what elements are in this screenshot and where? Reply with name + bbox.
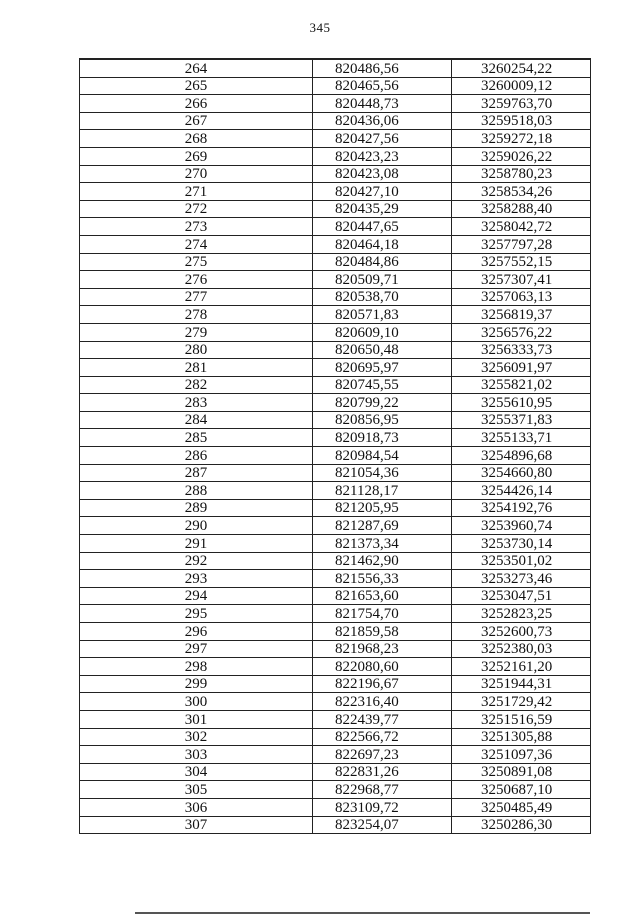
- y-coordinate-cell: 3256091,97: [452, 359, 591, 377]
- y-coordinate-cell: 3257307,41: [452, 271, 591, 289]
- y-coordinate-cell: 3251305,88: [452, 728, 591, 746]
- x-coordinate-cell: 821653,60: [313, 587, 452, 605]
- table-row: [80, 816, 591, 834]
- table-row: [80, 587, 591, 605]
- x-coordinate-cell: 820984,54: [313, 447, 452, 465]
- table-row: [80, 640, 591, 658]
- point-number-cell: 272: [80, 200, 313, 218]
- table-row: [80, 623, 591, 641]
- x-coordinate-cell: 821859,58: [313, 623, 452, 641]
- point-number-cell: 286: [80, 447, 313, 465]
- x-coordinate-cell: 820423,08: [313, 165, 452, 183]
- table-row: [80, 710, 591, 728]
- point-number-cell: 274: [80, 235, 313, 253]
- point-number-cell: 303: [80, 746, 313, 764]
- coordinates-table-body: [80, 59, 591, 834]
- y-coordinate-cell: 3253960,74: [452, 517, 591, 535]
- x-coordinate-cell: 822831,26: [313, 763, 452, 781]
- table-row: [80, 763, 591, 781]
- x-coordinate-cell: 821287,69: [313, 517, 452, 535]
- table-row: [80, 447, 591, 465]
- coordinates-table: [79, 58, 591, 834]
- table-row: [80, 59, 591, 77]
- x-coordinate-cell: 820448,73: [313, 95, 452, 113]
- y-coordinate-cell: 3251729,42: [452, 693, 591, 711]
- x-coordinate-cell: 822196,67: [313, 675, 452, 693]
- y-coordinate-cell: 3251944,31: [452, 675, 591, 693]
- table-row: [80, 359, 591, 377]
- page-number: 345: [309, 20, 331, 35]
- table-row: [80, 429, 591, 447]
- x-coordinate-cell: 821054,36: [313, 464, 452, 482]
- x-coordinate-cell: 820695,97: [313, 359, 452, 377]
- y-coordinate-cell: 3255610,95: [452, 394, 591, 412]
- y-coordinate-cell: 3255821,02: [452, 376, 591, 394]
- coordinates-table-container: [79, 58, 590, 834]
- table-row: [80, 394, 591, 412]
- point-number-cell: 268: [80, 130, 313, 148]
- x-coordinate-cell: 820436,06: [313, 112, 452, 130]
- x-coordinate-cell: 822697,23: [313, 746, 452, 764]
- x-coordinate-cell: 821754,70: [313, 605, 452, 623]
- y-coordinate-cell: 3251516,59: [452, 710, 591, 728]
- y-coordinate-cell: 3252600,73: [452, 623, 591, 641]
- point-number-cell: 281: [80, 359, 313, 377]
- x-coordinate-cell: 820447,65: [313, 218, 452, 236]
- table-row: [80, 517, 591, 535]
- x-coordinate-cell: 820423,23: [313, 147, 452, 165]
- y-coordinate-cell: 3252380,03: [452, 640, 591, 658]
- table-row: [80, 288, 591, 306]
- table-row: [80, 130, 591, 148]
- y-coordinate-cell: 3253273,46: [452, 570, 591, 588]
- table-row: [80, 499, 591, 517]
- point-number-cell: 288: [80, 482, 313, 500]
- table-row: [80, 306, 591, 324]
- point-number-cell: 264: [80, 59, 313, 77]
- table-row: [80, 552, 591, 570]
- point-number-cell: 271: [80, 183, 313, 201]
- y-coordinate-cell: 3252161,20: [452, 658, 591, 676]
- x-coordinate-cell: 822968,77: [313, 781, 452, 799]
- y-coordinate-cell: 3250286,30: [452, 816, 591, 834]
- table-row: [80, 323, 591, 341]
- point-number-cell: 275: [80, 253, 313, 271]
- x-coordinate-cell: 821462,90: [313, 552, 452, 570]
- point-number-cell: 299: [80, 675, 313, 693]
- x-coordinate-cell: 820538,70: [313, 288, 452, 306]
- x-coordinate-cell: 820918,73: [313, 429, 452, 447]
- table-row: [80, 376, 591, 394]
- y-coordinate-cell: 3257552,15: [452, 253, 591, 271]
- y-coordinate-cell: 3258780,23: [452, 165, 591, 183]
- y-coordinate-cell: 3250891,08: [452, 763, 591, 781]
- table-row: [80, 183, 591, 201]
- x-coordinate-cell: 820465,56: [313, 77, 452, 95]
- point-number-cell: 285: [80, 429, 313, 447]
- point-number-cell: 292: [80, 552, 313, 570]
- x-coordinate-cell: 821968,23: [313, 640, 452, 658]
- point-number-cell: 290: [80, 517, 313, 535]
- point-number-cell: 301: [80, 710, 313, 728]
- y-coordinate-cell: 3253730,14: [452, 535, 591, 553]
- x-coordinate-cell: 822080,60: [313, 658, 452, 676]
- x-coordinate-cell: 820799,22: [313, 394, 452, 412]
- x-coordinate-cell: 820856,95: [313, 411, 452, 429]
- table-row: [80, 218, 591, 236]
- y-coordinate-cell: 3255371,83: [452, 411, 591, 429]
- point-number-cell: 273: [80, 218, 313, 236]
- x-coordinate-cell: 820571,83: [313, 306, 452, 324]
- y-coordinate-cell: 3258288,40: [452, 200, 591, 218]
- x-coordinate-cell: 821556,33: [313, 570, 452, 588]
- table-row: [80, 411, 591, 429]
- x-coordinate-cell: 820650,48: [313, 341, 452, 359]
- point-number-cell: 306: [80, 798, 313, 816]
- table-row: [80, 798, 591, 816]
- table-row: [80, 341, 591, 359]
- point-number-cell: 289: [80, 499, 313, 517]
- table-row: [80, 77, 591, 95]
- table-row: [80, 271, 591, 289]
- point-number-cell: 283: [80, 394, 313, 412]
- point-number-cell: 265: [80, 77, 313, 95]
- table-row: [80, 482, 591, 500]
- table-row: [80, 605, 591, 623]
- point-number-cell: 279: [80, 323, 313, 341]
- point-number-cell: 304: [80, 763, 313, 781]
- table-row: [80, 147, 591, 165]
- table-row: [80, 675, 591, 693]
- y-coordinate-cell: 3259518,03: [452, 112, 591, 130]
- y-coordinate-cell: 3256333,73: [452, 341, 591, 359]
- x-coordinate-cell: 821128,17: [313, 482, 452, 500]
- table-row: [80, 200, 591, 218]
- table-row: [80, 165, 591, 183]
- y-coordinate-cell: 3257063,13: [452, 288, 591, 306]
- y-coordinate-cell: 3251097,36: [452, 746, 591, 764]
- table-row: [80, 781, 591, 799]
- y-coordinate-cell: 3250687,10: [452, 781, 591, 799]
- y-coordinate-cell: 3253047,51: [452, 587, 591, 605]
- y-coordinate-cell: 3250485,49: [452, 798, 591, 816]
- point-number-cell: 307: [80, 816, 313, 834]
- y-coordinate-cell: 3254896,68: [452, 447, 591, 465]
- point-number-cell: 297: [80, 640, 313, 658]
- x-coordinate-cell: 823254,07: [313, 816, 452, 834]
- y-coordinate-cell: 3258042,72: [452, 218, 591, 236]
- x-coordinate-cell: 822566,72: [313, 728, 452, 746]
- x-coordinate-cell: 822316,40: [313, 693, 452, 711]
- point-number-cell: 300: [80, 693, 313, 711]
- table-row: [80, 253, 591, 271]
- x-coordinate-cell: 820464,18: [313, 235, 452, 253]
- point-number-cell: 282: [80, 376, 313, 394]
- table-row: [80, 235, 591, 253]
- y-coordinate-cell: 3257797,28: [452, 235, 591, 253]
- table-row: [80, 95, 591, 113]
- x-coordinate-cell: 820486,56: [313, 59, 452, 77]
- point-number-cell: 298: [80, 658, 313, 676]
- table-row: [80, 728, 591, 746]
- x-coordinate-cell: 820509,71: [313, 271, 452, 289]
- point-number-cell: 280: [80, 341, 313, 359]
- bottom-scan-line: [135, 912, 590, 914]
- table-row: [80, 658, 591, 676]
- y-coordinate-cell: 3256576,22: [452, 323, 591, 341]
- y-coordinate-cell: 3254660,80: [452, 464, 591, 482]
- y-coordinate-cell: 3259272,18: [452, 130, 591, 148]
- point-number-cell: 295: [80, 605, 313, 623]
- point-number-cell: 277: [80, 288, 313, 306]
- point-number-cell: 291: [80, 535, 313, 553]
- table-row: [80, 112, 591, 130]
- x-coordinate-cell: 823109,72: [313, 798, 452, 816]
- x-coordinate-cell: 820435,29: [313, 200, 452, 218]
- table-row: [80, 693, 591, 711]
- point-number-cell: 287: [80, 464, 313, 482]
- point-number-cell: 267: [80, 112, 313, 130]
- y-coordinate-cell: 3253501,02: [452, 552, 591, 570]
- point-number-cell: 293: [80, 570, 313, 588]
- y-coordinate-cell: 3255133,71: [452, 429, 591, 447]
- x-coordinate-cell: 821373,34: [313, 535, 452, 553]
- y-coordinate-cell: 3258534,26: [452, 183, 591, 201]
- point-number-cell: 270: [80, 165, 313, 183]
- y-coordinate-cell: 3259026,22: [452, 147, 591, 165]
- table-row: [80, 535, 591, 553]
- x-coordinate-cell: 821205,95: [313, 499, 452, 517]
- y-coordinate-cell: 3259763,70: [452, 95, 591, 113]
- table-row: [80, 464, 591, 482]
- point-number-cell: 278: [80, 306, 313, 324]
- table-row: [80, 570, 591, 588]
- y-coordinate-cell: 3252823,25: [452, 605, 591, 623]
- y-coordinate-cell: 3254426,14: [452, 482, 591, 500]
- x-coordinate-cell: 820427,10: [313, 183, 452, 201]
- table-row: [80, 746, 591, 764]
- point-number-cell: 296: [80, 623, 313, 641]
- point-number-cell: 302: [80, 728, 313, 746]
- x-coordinate-cell: 820745,55: [313, 376, 452, 394]
- x-coordinate-cell: 820427,56: [313, 130, 452, 148]
- point-number-cell: 269: [80, 147, 313, 165]
- x-coordinate-cell: 820484,86: [313, 253, 452, 271]
- x-coordinate-cell: 822439,77: [313, 710, 452, 728]
- y-coordinate-cell: 3256819,37: [452, 306, 591, 324]
- point-number-cell: 284: [80, 411, 313, 429]
- y-coordinate-cell: 3254192,76: [452, 499, 591, 517]
- point-number-cell: 305: [80, 781, 313, 799]
- point-number-cell: 294: [80, 587, 313, 605]
- y-coordinate-cell: 3260009,12: [452, 77, 591, 95]
- x-coordinate-cell: 820609,10: [313, 323, 452, 341]
- point-number-cell: 266: [80, 95, 313, 113]
- y-coordinate-cell: 3260254,22: [452, 59, 591, 77]
- point-number-cell: 276: [80, 271, 313, 289]
